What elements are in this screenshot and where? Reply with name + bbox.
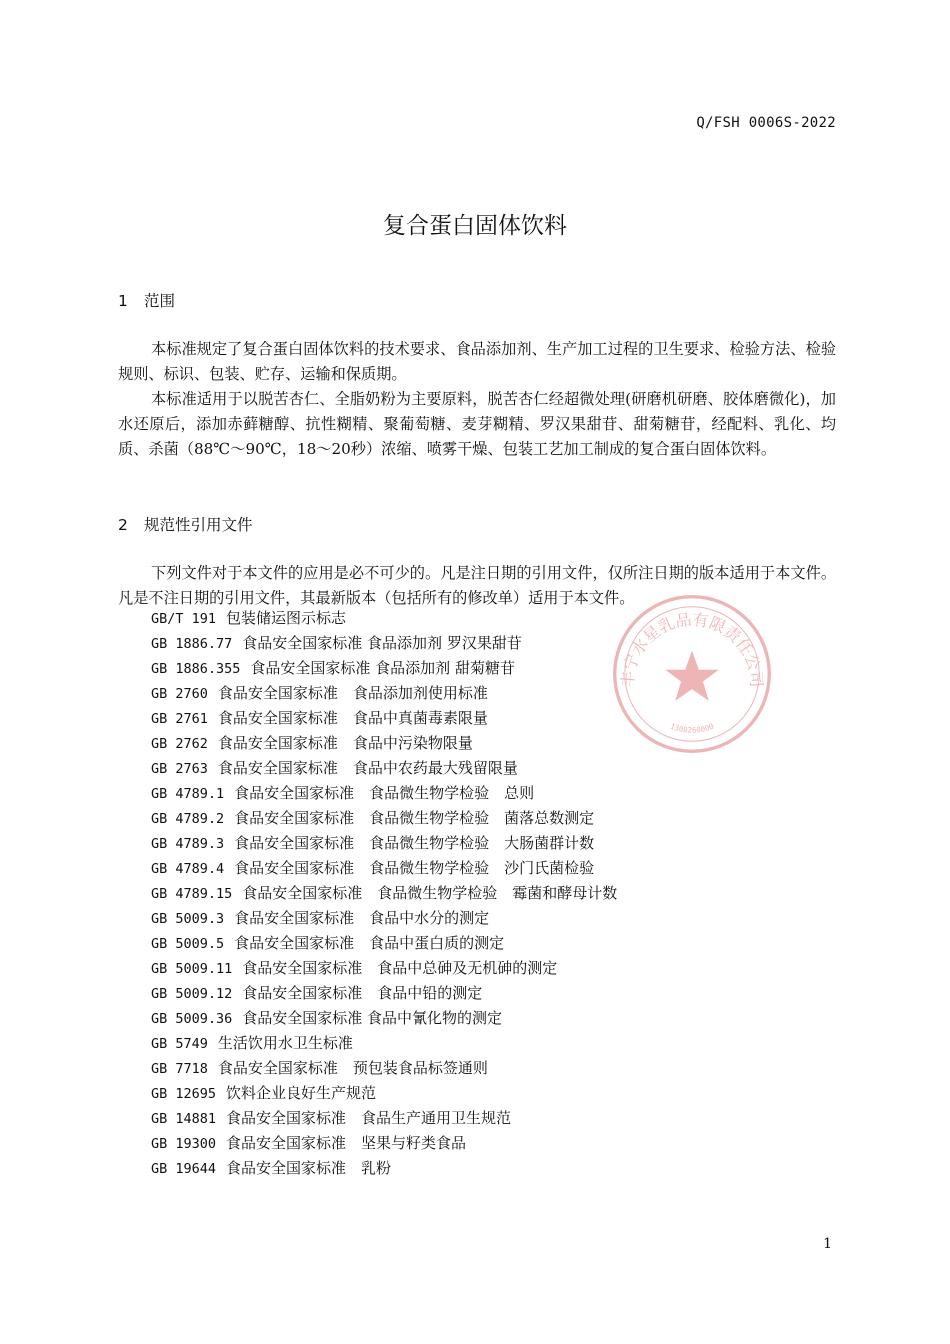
section-title: 规范性引用文件 — [144, 516, 253, 534]
reference-item — [151, 606, 617, 631]
reference-title: 食品安全国家标准 食品中铅的测定 — [242, 984, 483, 1002]
reference-code: GB 4789.1 — [151, 786, 225, 802]
page-number: 1 — [823, 1236, 832, 1252]
reference-code: GB 2761 — [151, 711, 208, 727]
reference-code: GB 1886.355 — [151, 661, 241, 677]
document-number: Q/FSH 0006S-2022 — [696, 115, 836, 131]
reference-item — [151, 1156, 617, 1181]
reference-title: 食品安全国家标准 食品中农药最大残留限量 — [217, 759, 518, 777]
reference-item — [151, 981, 617, 1006]
reference-code: GB 4789.3 — [151, 836, 225, 852]
reference-code: GB 5009.12 — [151, 986, 233, 1002]
reference-title: 食品安全国家标准 食品添加剂 罗汉果甜苷 — [242, 634, 522, 652]
reference-item — [151, 1106, 617, 1131]
reference-item — [151, 856, 617, 881]
reference-code: GB 19644 — [151, 1161, 217, 1177]
reference-code: GB 4789.2 — [151, 811, 225, 827]
reference-code: GB/T 191 — [151, 611, 217, 627]
reference-item — [151, 631, 617, 656]
reference-code: GB 1886.77 — [151, 636, 233, 652]
reference-code: GB 19300 — [151, 1136, 217, 1152]
section-number: 2 — [118, 516, 128, 534]
reference-code: GB 5009.5 — [151, 936, 225, 952]
reference-title: 食品安全国家标准 食品微生物学检验 菌落总数测定 — [234, 809, 595, 827]
star-icon — [665, 650, 719, 700]
reference-item — [151, 831, 617, 856]
section-number: 1 — [118, 292, 128, 310]
section-title: 范围 — [144, 292, 176, 310]
scope-paragraph-2: 本标准适用于以脱苦杏仁、全脂奶粉为主要原料，脱苦杏仁经超微处理(研磨机研磨、胶体磨微化)，加水还原后，添加赤藓糖醇、抗性糊精、聚葡萄糖、麦芽糊精、罗汉果甜苷、甜菊糖苷，经配料、乳化、均质、杀菌（88℃～90℃，18～20秒）浓缩、喷雾干燥、包装工艺加工制成的复合蛋白固体饮料。 — [118, 390, 836, 458]
reference-title: 食品安全国家标准 预包装食品标签通则 — [217, 1059, 488, 1077]
reference-item — [151, 781, 617, 806]
reference-code: GB 5009.11 — [151, 961, 233, 977]
reference-item — [151, 656, 617, 681]
reference-title: 食品安全国家标准 食品中水分的测定 — [234, 909, 490, 927]
reference-title: 食品安全国家标准 食品中污染物限量 — [217, 734, 473, 752]
reference-item — [151, 1006, 617, 1031]
reference-item — [151, 731, 617, 756]
reference-code: GB 12695 — [151, 1086, 217, 1102]
reference-title: 食品安全国家标准 食品生产通用卫生规范 — [226, 1109, 512, 1127]
reference-item — [151, 756, 617, 781]
reference-title: 食品安全国家标准 食品中蛋白质的测定 — [234, 934, 505, 952]
reference-code: GB 5749 — [151, 1036, 208, 1052]
reference-title: 食品安全国家标准 乳粉 — [226, 1159, 392, 1177]
reference-item — [151, 956, 617, 981]
reference-code: GB 5009.36 — [151, 1011, 233, 1027]
reference-title: 食品安全国家标准 食品中真菌毒素限量 — [217, 709, 488, 727]
references-intro-paragraph: 下列文件对于本文件的应用是必不可少的。凡是注日期的引用文件，仅所注日期的版本适用于本文件。凡是不注日期的引用文件，其最新版本（包括所有的修改单）适用于本文件。 — [118, 564, 836, 607]
reference-title: 食品安全国家标准 食品微生物学检验 总则 — [234, 784, 535, 802]
reference-item — [151, 706, 617, 731]
reference-list — [151, 606, 617, 1181]
reference-title: 食品安全国家标准 食品微生物学检验 沙门氏菌检验 — [234, 859, 595, 877]
reference-item — [151, 681, 617, 706]
reference-title: 饮料企业良好生产规范 — [226, 1084, 377, 1102]
reference-code: GB 2762 — [151, 736, 208, 752]
seal-number: 1308260000 — [669, 721, 715, 735]
reference-code: GB 2763 — [151, 761, 208, 777]
reference-item — [151, 906, 617, 931]
scope-paragraph-1: 本标准规定了复合蛋白固体饮料的技术要求、食品添加剂、生产加工过程的卫生要求、检验方法、检验规则、标识、包装、贮存、运输和保质期。 — [118, 340, 836, 383]
reference-title: 食品安全国家标准 食品中总砷及无机砷的测定 — [242, 959, 558, 977]
reference-code: GB 7718 — [151, 1061, 208, 1077]
seal-company-name: 丰宁水星乳品有限责任公司 — [617, 609, 767, 688]
company-seal — [608, 590, 776, 758]
section-heading-normative-references — [118, 513, 253, 535]
reference-code: GB 4789.4 — [151, 861, 225, 877]
reference-item — [151, 1031, 617, 1056]
reference-item — [151, 806, 617, 831]
reference-item — [151, 1056, 617, 1081]
reference-item — [151, 1131, 617, 1156]
reference-title: 包装储运图示标志 — [226, 609, 347, 627]
section-heading-scope — [118, 289, 175, 311]
reference-title: 食品安全国家标准 食品添加剂使用标准 — [217, 684, 488, 702]
reference-title: 食品安全国家标准 坚果与籽类食品 — [226, 1134, 467, 1152]
reference-item — [151, 931, 617, 956]
reference-item — [151, 1081, 617, 1106]
reference-item — [151, 881, 617, 906]
reference-code: GB 14881 — [151, 1111, 217, 1127]
reference-title: 食品安全国家标准 食品中氰化物的测定 — [242, 1009, 503, 1027]
reference-code: GB 5009.3 — [151, 911, 225, 927]
reference-code: GB 4789.15 — [151, 886, 233, 902]
reference-title: 食品安全国家标准 食品添加剂 甜菊糖苷 — [250, 659, 515, 677]
reference-title: 生活饮用水卫生标准 — [217, 1034, 353, 1052]
svg-text:1308260000 — [669, 721, 715, 734]
reference-title: 食品安全国家标准 食品微生物学检验 大肠菌群计数 — [234, 834, 595, 852]
reference-code: GB 2760 — [151, 686, 208, 702]
document-title: 复合蛋白固体饮料 — [383, 213, 567, 239]
reference-title: 食品安全国家标准 食品微生物学检验 霉菌和酵母计数 — [242, 884, 618, 902]
